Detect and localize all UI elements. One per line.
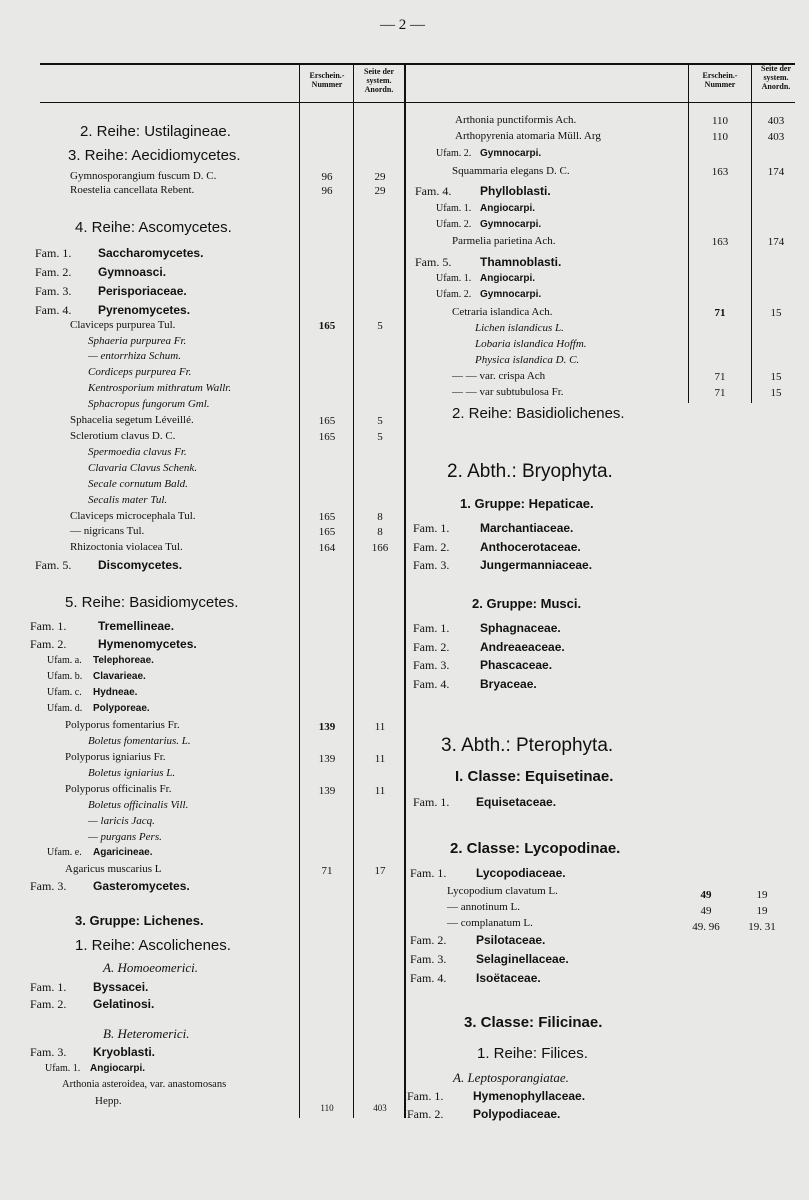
fam-isoetaceae: Isoëtaceae.: [476, 971, 541, 985]
syn-lichen-islandicus: Lichen islandicus L.: [475, 322, 564, 334]
fam-2-label: Fam. 2.: [35, 265, 72, 279]
num-polyporus-fomentarius: 139: [318, 721, 336, 733]
num-polyporus-officinalis: 139: [318, 785, 336, 797]
num-agaricus: 71: [321, 865, 333, 877]
ufam-gymnocarpi-r3: Gymnocarpi.: [480, 289, 542, 300]
fam-hymenophyllaceae: Hymenophyllaceae.: [473, 1089, 586, 1103]
fam-psilotaceae: Psilotaceae.: [476, 933, 546, 947]
syn-boletus-officinalis: Boletus officinalis Vill.: [88, 799, 189, 811]
reihe-ascomycetes: 4. Reihe: Ascomycetes.: [75, 219, 232, 236]
seite-polyporus-igniarius: 11: [374, 753, 386, 765]
ufam-agaricineae: Agaricineae.: [93, 847, 153, 858]
entry-parmelia: Parmelia parietina Ach.: [452, 235, 556, 247]
fam-phylloblasti: Phylloblasti.: [480, 184, 551, 198]
classe-equisetinae: I. Classe: Equisetinae.: [455, 768, 614, 785]
syn-lobaria: Lobaria islandica Hoffm.: [475, 338, 587, 350]
ufam-1-r3-label: Ufam. 1.: [436, 273, 472, 284]
col-line-left-1: [299, 63, 300, 1118]
seite-nigricans: 8: [377, 526, 383, 538]
abth-bryophyta: 2. Abth.: Bryophyta.: [447, 461, 613, 482]
fam-2-basid-label: Fam. 2.: [30, 637, 67, 651]
fam-perisporiaceae: Perisporiaceae.: [98, 284, 187, 298]
ufam-e-label: Ufam. e.: [47, 847, 82, 858]
num-var-subtubulosa: 71: [714, 387, 726, 399]
ufam-clavarieae: Clavarieae.: [93, 671, 146, 682]
reihe-aecidiomycetes: 3. Reihe: Aecidiomycetes.: [68, 147, 241, 164]
num-arthonia-punctiformis: 110: [711, 115, 729, 127]
num-parmelia: 163: [711, 236, 729, 248]
fam-4-lyc-label: Fam. 4.: [410, 971, 447, 985]
ufam-telephoreae: Telephoreae.: [93, 655, 154, 666]
fam-3-lyc-label: Fam. 3.: [410, 952, 447, 966]
fam-kryoblasti: Kryoblasti.: [93, 1045, 156, 1059]
ufam-b-label: Ufam. b.: [47, 671, 83, 682]
fam-3-lich-label: Fam. 3.: [30, 1045, 67, 1059]
reihe-basidiolichenes: 2. Reihe: Basidiolichenes.: [452, 405, 625, 422]
ufam-a-label: Ufam. a.: [47, 655, 82, 666]
fam-1-mus-label: Fam. 1.: [413, 621, 450, 635]
fam-gymnoasci: Gymnoasci.: [98, 265, 167, 279]
reihe-ascolichenes: 1. Reihe: Ascolichenes.: [75, 937, 231, 954]
syn-boletus-igniarius: Boletus igniarius L.: [88, 767, 176, 779]
seite-agaricus: 17: [374, 865, 386, 877]
num-rhizoctonia: 164: [318, 542, 336, 554]
entry-sphacelia: Sphacelia segetum Léveillé.: [70, 414, 194, 426]
num-arthonia-hepp: 110: [320, 1103, 334, 1113]
fam-bryaceae: Bryaceae.: [480, 677, 537, 691]
fam-pyrenomycetes: Pyrenomycetes.: [98, 303, 191, 317]
header-rule-top: [40, 63, 795, 65]
fam-4-r-label: Fam. 4.: [415, 184, 452, 198]
header-seite-left: Seite der system. Anordn.: [364, 67, 394, 94]
fam-1-basid-label: Fam. 1.: [30, 619, 67, 633]
seite-lycopodium-clavatum: 19: [756, 889, 768, 901]
num-polyporus-igniarius: 139: [318, 753, 336, 765]
num-claviceps-purpurea: 165: [318, 320, 336, 332]
syn-laricis: — laricis Jacq.: [88, 815, 155, 827]
ufam-2-r4-label: Ufam. 2.: [436, 289, 472, 300]
entry-arthopyrenia: Arthopyrenia atomaria Müll. Arg: [455, 130, 601, 142]
fam-jungermanniaceae: Jungermanniaceae.: [480, 558, 593, 572]
fam-marchantiaceae: Marchantiaceae.: [480, 521, 574, 535]
entry-arthonia-punctiformis: Arthonia punctiformis Ach.: [455, 114, 577, 126]
fam-gasteromycetes: Gasteromycetes.: [93, 879, 190, 893]
entry-lycopodium-clavatum: Lycopodium clavatum L.: [447, 885, 558, 897]
fam-4-mus-label: Fam. 4.: [413, 677, 450, 691]
fam-3-hep-label: Fam. 3.: [413, 558, 450, 572]
fam-1-lyc-label: Fam. 1.: [410, 866, 447, 880]
fam-1-label: Fam. 1.: [35, 246, 72, 260]
gruppe-musci: 2. Gruppe: Musci.: [472, 596, 582, 611]
syn-sphacropus: Sphacropus fungorum Gml.: [88, 398, 210, 410]
col-divider-center: [404, 63, 406, 1118]
entry-roestelia: Roestelia cancellata Rebent.: [70, 184, 195, 196]
fam-3-label: Fam. 3.: [35, 284, 72, 298]
fam-1-equ-label: Fam. 1.: [413, 795, 450, 809]
fam-5-r-label: Fam. 5.: [415, 255, 452, 269]
seite-cetraria: 15: [770, 307, 782, 319]
fam-sphagnaceae: Sphagnaceae.: [480, 621, 561, 635]
syn-sphaeria-purpurea: Sphaeria purpurea Fr.: [88, 335, 187, 347]
entry-var-crispa: — — var. crispa Ach: [452, 370, 546, 382]
syn-physica: Physica islandica D. C.: [475, 354, 580, 366]
ufam-angiocarpi-left: Angiocarpi.: [90, 1063, 146, 1074]
seite-rhizoctonia: 166: [371, 542, 389, 554]
num-arthopyrenia: 110: [711, 131, 729, 143]
entry-nigricans: — nigricans Tul.: [70, 525, 145, 537]
entry-polyporus-officinalis: Polyporus officinalis Fr.: [65, 783, 172, 795]
fam-3-mus-label: Fam. 3.: [413, 658, 450, 672]
header-rule-bottom: [40, 102, 795, 103]
ufam-gymnocarpi-r2: Gymnocarpi.: [480, 219, 542, 230]
num-annotinum: 49: [700, 905, 712, 917]
entry-claviceps-microcephala: Claviceps microcephala Tul.: [70, 510, 196, 522]
heading-leptosporangiatae: A. Leptosporangiatae.: [453, 1070, 569, 1085]
fam-thamnoblasti: Thamnoblasti.: [480, 255, 562, 269]
col-line-right-2: [751, 63, 752, 403]
entry-polyporus-fomentarius: Polyporus fomentarius Fr.: [65, 719, 180, 731]
num-var-crispa: 71: [714, 371, 726, 383]
syn-clavaria: Clavaria Clavus Schenk.: [88, 462, 198, 474]
seite-arthonia-hepp: 403: [373, 1103, 387, 1113]
entry-cetraria: Cetraria islandica Ach.: [452, 306, 553, 318]
seite-annotinum: 19: [756, 905, 768, 917]
fam-andreaeaceae: Andreaeaceae.: [480, 640, 565, 654]
syn-kentrosporium: Kentrosporium mithratum Wallr.: [88, 382, 232, 394]
num-squammaria: 163: [711, 166, 729, 178]
fam-gelatinosi: Gelatinosi.: [93, 997, 155, 1011]
syn-cordiceps: Cordiceps purpurea Fr.: [88, 366, 192, 378]
syn-purgans: — purgans Pers.: [88, 831, 162, 843]
num-gymnosporangium: 96: [321, 171, 333, 183]
seite-complanatum: 19. 31: [748, 921, 776, 933]
entry-rhizoctonia: Rhizoctonia violacea Tul.: [70, 541, 183, 553]
fam-lycopodiaceae: Lycopodiaceae.: [476, 866, 566, 880]
ufam-angiocarpi-r1: Angiocarpi.: [480, 203, 536, 214]
entry-agaricus: Agaricus muscarius L: [65, 863, 162, 875]
seite-arthopyrenia: 403: [767, 131, 785, 143]
gruppe-lichenes: 3. Gruppe: Lichenes.: [75, 913, 204, 928]
reihe-ustilagineae: 2. Reihe: Ustilagineae.: [80, 123, 231, 140]
fam-3-basid-label: Fam. 3.: [30, 879, 67, 893]
num-claviceps-microcephala: 165: [318, 511, 336, 523]
header-erschein-right: Erschein.- Nummer: [702, 71, 738, 89]
seite-parmelia: 174: [767, 236, 785, 248]
fam-tremellineae: Tremellineae.: [98, 619, 175, 633]
seite-var-subtubulosa: 15: [770, 387, 782, 399]
seite-gymnosporangium: 29: [374, 171, 386, 183]
num-sphacelia: 165: [318, 415, 336, 427]
syn-secale: Secale cornutum Bald.: [88, 478, 188, 490]
entry-complanatum: — complanatum L.: [447, 917, 533, 929]
num-nigricans: 165: [318, 526, 336, 538]
fam-selaginellaceae: Selaginellaceae.: [476, 952, 569, 966]
classe-lycopodinae: 2. Classe: Lycopodinae.: [450, 840, 621, 857]
page-number: — 2 —: [380, 17, 425, 33]
entry-squammaria: Squammaria elegans D. C.: [452, 165, 570, 177]
ufam-hydneae: Hydneae.: [93, 687, 138, 698]
header-seite-right: Seite der system. Anordn.: [761, 64, 791, 91]
ufam-polyporeae: Polyporeae.: [93, 703, 150, 714]
heading-homoeomerici: A. Homoeomerici.: [103, 960, 198, 975]
ufam-angiocarpi-r2: Angiocarpi.: [480, 273, 536, 284]
entry-polyporus-igniarius: Polyporus igniarius Fr.: [65, 751, 166, 763]
ufam-d-label: Ufam. d.: [47, 703, 83, 714]
seite-sphacelia: 5: [377, 415, 383, 427]
col-line-right-1: [688, 63, 689, 403]
seite-claviceps-purpurea: 5: [377, 320, 383, 332]
syn-boletus-fomentarius: Boletus fomentarius. L.: [88, 735, 191, 747]
fam-2-mus-label: Fam. 2.: [413, 640, 450, 654]
fam-2-lyc-label: Fam. 2.: [410, 933, 447, 947]
entry-gymnosporangium: Gymnosporangium fuscum D. C.: [70, 170, 217, 182]
fam-hymenomycetes: Hymenomycetes.: [98, 637, 197, 651]
num-cetraria: 71: [714, 307, 726, 319]
fam-2-hep-label: Fam. 2.: [413, 540, 450, 554]
syn-secalis: Secalis mater Tul.: [88, 494, 168, 506]
gruppe-hepaticae: 1. Gruppe: Hepaticae.: [460, 496, 594, 511]
seite-roestelia: 29: [374, 185, 386, 197]
num-sclerotium: 165: [318, 431, 336, 443]
fam-1-hep-label: Fam. 1.: [413, 521, 450, 535]
entry-sclerotium: Sclerotium clavus D. C.: [70, 430, 176, 442]
entry-arthonia-asteroidea: Arthonia asteroidea, var. anastomosans: [62, 1079, 227, 1090]
fam-discomycetes: Discomycetes.: [98, 558, 183, 572]
seite-var-crispa: 15: [770, 371, 782, 383]
fam-5-label: Fam. 5.: [35, 558, 72, 572]
fam-polypodiaceae: Polypodiaceae.: [473, 1107, 561, 1121]
header-erschein-left: Erschein.- Nummer: [309, 71, 345, 89]
entry-annotinum: — annotinum L.: [447, 901, 521, 913]
entry-var-subtubulosa: — — var subtubulosa Fr.: [452, 386, 564, 398]
fam-2-fil-label: Fam. 2.: [407, 1107, 444, 1121]
classe-filicinae: 3. Classe: Filicinae.: [464, 1014, 603, 1031]
num-roestelia: 96: [321, 185, 333, 197]
seite-squammaria: 174: [767, 166, 785, 178]
seite-claviceps-microcephala: 8: [377, 511, 383, 523]
seite-polyporus-fomentarius: 11: [374, 721, 386, 733]
ufam-1-lich-label: Ufam. 1.: [45, 1063, 81, 1074]
fam-anthocerotaceae: Anthocerotaceae.: [480, 540, 581, 554]
reihe-basidiomycetes: 5. Reihe: Basidiomycetes.: [65, 594, 239, 611]
seite-polyporus-officinalis: 11: [374, 785, 386, 797]
ufam-2-r2-label: Ufam. 2.: [436, 219, 472, 230]
fam-2-lich-label: Fam. 2.: [30, 997, 67, 1011]
col-line-left-2: [353, 63, 354, 1118]
fam-byssacei: Byssacei.: [93, 980, 149, 994]
heading-heteromerici: B. Heteromerici.: [103, 1026, 190, 1041]
reihe-filices: 1. Reihe: Filices.: [477, 1045, 588, 1062]
ufam-2-r-label: Ufam. 2.: [436, 148, 472, 159]
entry-arthonia-hepp: Hepp.: [95, 1095, 122, 1107]
num-complanatum: 49. 96: [692, 921, 720, 933]
fam-4-label: Fam. 4.: [35, 303, 72, 317]
ufam-1-r-label: Ufam. 1.: [436, 203, 472, 214]
seite-arthonia-punctiformis: 403: [767, 115, 785, 127]
seite-sclerotium: 5: [377, 431, 383, 443]
syn-entorrhiza: — entorrhiza Schum.: [88, 350, 181, 362]
ufam-gymnocarpi-r1: Gymnocarpi.: [480, 148, 542, 159]
ufam-c-label: Ufam. c.: [47, 687, 82, 698]
abth-pterophyta: 3. Abth.: Pterophyta.: [441, 735, 614, 756]
fam-1-lich-label: Fam. 1.: [30, 980, 67, 994]
entry-claviceps-purpurea: Claviceps purpurea Tul.: [70, 319, 176, 331]
fam-saccharomycetes: Saccharomycetes.: [98, 246, 204, 260]
syn-spermoedia: Spermoedia clavus Fr.: [88, 446, 187, 458]
fam-equisetaceae: Equisetaceae.: [476, 795, 557, 809]
fam-1-fil-label: Fam. 1.: [407, 1089, 444, 1103]
fam-phascaceae: Phascaceae.: [480, 658, 553, 672]
num-lycopodium-clavatum: 49: [700, 889, 712, 901]
